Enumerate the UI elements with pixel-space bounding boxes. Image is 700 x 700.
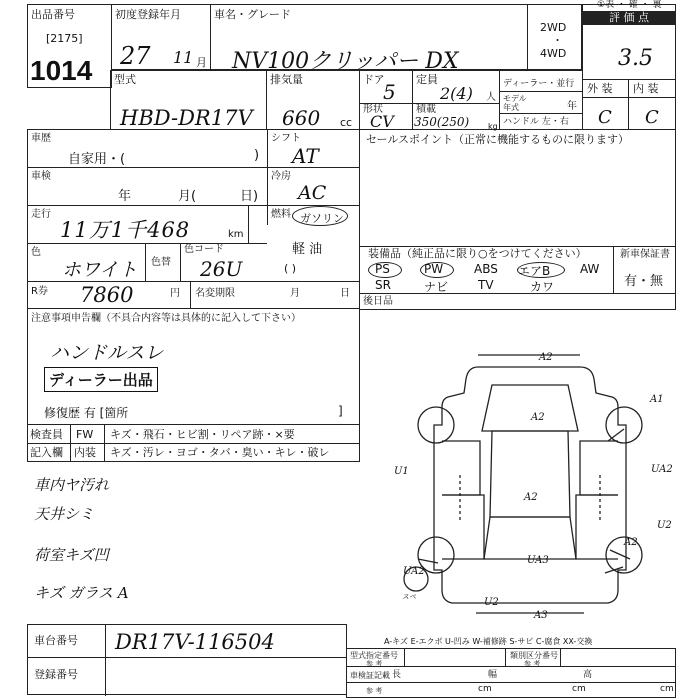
capacity: 2(4) xyxy=(440,84,473,103)
fuel-diesel: 軽 油 xyxy=(292,242,323,257)
cert-vline-2 xyxy=(505,648,506,666)
reg-year-label: 初度登録年月 xyxy=(115,8,181,21)
fuel-label: 燃料 xyxy=(271,209,291,220)
name-deadline-month: 月 xyxy=(290,288,300,299)
grade-divider xyxy=(582,97,676,98)
km-divider xyxy=(248,205,249,243)
handle-label: ハンドル 左・右 xyxy=(503,117,569,127)
equipment-item: TV xyxy=(478,278,494,292)
color-swap-label: 色替 xyxy=(151,257,171,268)
equipment-item: PW xyxy=(424,262,444,276)
reg-month-unit: 月 xyxy=(196,56,207,69)
drive-dot: ・ xyxy=(552,34,563,47)
fw-label: FW xyxy=(76,428,94,441)
inspector-row1-items: キズ・飛石・ヒビ割・リペア跡・×要 xyxy=(110,428,295,441)
top-note: ①表 ・ 確 ・ 裏 xyxy=(597,0,662,10)
inspection-label: 車検 xyxy=(31,171,51,182)
interior-label: 内 装 xyxy=(633,82,659,95)
fuel-gas: ガソリン xyxy=(300,212,344,225)
color-swap-divider xyxy=(145,243,146,281)
exterior-label: 外 装 xyxy=(587,82,613,95)
cert-hline-2 xyxy=(346,682,676,683)
cm3: cm xyxy=(660,684,674,694)
lot-label: 出品番号 xyxy=(31,8,75,21)
category-label: 類別区分番号 xyxy=(510,651,558,660)
model-year-unit: 年 xyxy=(567,101,577,112)
dealer-label: ディーラー・並行 xyxy=(503,79,575,89)
diagram-damage-label: A2 xyxy=(539,352,553,363)
model-year-label: モデル年式 xyxy=(503,94,527,112)
inspector-vline-2 xyxy=(104,424,105,462)
equipment-item: PS xyxy=(375,262,390,276)
remark-line: 荷室キズ凹 xyxy=(34,546,109,564)
cert-label: 車検証記載 xyxy=(350,671,390,680)
ref1: 参 考 xyxy=(366,660,383,668)
exterior-grade: C xyxy=(598,107,612,128)
diagram-damage-label: A2 xyxy=(524,492,538,503)
name-deadline-day: 日 xyxy=(340,288,350,299)
cm2: cm xyxy=(572,684,586,694)
handle-divider xyxy=(499,113,583,114)
drive-4wd: 4WD xyxy=(540,47,567,60)
history-label: 車歴 xyxy=(31,133,51,144)
interior-col-label: 内装 xyxy=(74,446,96,459)
eval-label: 評 価 点 xyxy=(583,11,675,25)
drive-2wd: 2WD xyxy=(540,21,567,34)
mileage: 11万1千468 xyxy=(60,218,191,242)
lot-number: 1014 xyxy=(30,55,93,86)
shift-label: シフト xyxy=(271,133,301,144)
remark-line: キズ ガラス A xyxy=(34,584,129,602)
cert-hline xyxy=(346,666,676,667)
diagram-damage-label: A3 xyxy=(534,610,548,621)
diagram-damage-label: A1 xyxy=(650,394,664,405)
inspector-row2-items: キズ・汚レ・ヨゴ・タバ・臭い・キレ・破レ xyxy=(110,446,330,459)
entry-label: 記入欄 xyxy=(30,446,63,459)
inspector-vline xyxy=(70,424,71,462)
color-code: 26U xyxy=(200,257,243,281)
model: HBD-DR17V xyxy=(120,106,253,130)
repair-close: ] xyxy=(338,404,343,418)
length-label: 長 xyxy=(392,670,402,680)
mark-left-rear xyxy=(418,559,438,563)
ref3: 参 考 xyxy=(366,687,383,695)
sales-point-label: セールスポイント（正常に機能するものに限ります） xyxy=(366,133,630,146)
interior-grade: C xyxy=(645,107,659,128)
diagram-damage-label: U2 xyxy=(657,520,672,531)
diagram-damage-label: U2 xyxy=(484,597,499,608)
diagram-damage-label: A2 xyxy=(531,412,545,423)
color-code-label: 色コード xyxy=(184,244,224,255)
inspection-month: 月( xyxy=(178,189,197,204)
reg-number-label: 登録番号 xyxy=(34,668,78,681)
recycle-unit: 円 xyxy=(170,288,180,299)
lot-sub: [2175] xyxy=(46,32,83,45)
diagram-damage-label: UA2 xyxy=(651,464,673,475)
displacement-unit: cc xyxy=(340,116,353,129)
equipment-item: エアB xyxy=(518,264,551,278)
car-name: NV100クリッパー DX xyxy=(232,49,459,74)
car-damage-diagram xyxy=(380,345,680,625)
warranty-value: 有・無 xyxy=(624,274,664,289)
displacement-label: 排気量 xyxy=(270,73,303,86)
aircon: AC xyxy=(298,182,327,204)
equipment-item: SR xyxy=(375,278,391,292)
recycle: 7860 xyxy=(80,283,134,307)
capacity-label: 定員 xyxy=(416,73,438,86)
car-name-label: 車名・グレード xyxy=(214,8,291,21)
color: ホワイト xyxy=(62,259,138,281)
shape-label: 形状 xyxy=(363,104,383,115)
notes-label: 注意事項申告欄（不具合内容等は具体的に記入して下さい） xyxy=(31,313,301,324)
shift: AT xyxy=(292,144,319,168)
capacity-unit: 人 xyxy=(486,92,496,103)
chassis-label: 車台番号 xyxy=(34,634,78,647)
shape: CV xyxy=(370,112,394,131)
width-label: 幅 xyxy=(488,670,498,680)
dealer-stamp: ディーラー出品 xyxy=(44,367,158,392)
type-designation-label: 型式指定番号 xyxy=(350,651,398,660)
aircon-label: 冷房 xyxy=(271,171,291,182)
name-deadline-label: 名変期限 xyxy=(195,288,235,299)
left-front-door xyxy=(442,441,480,495)
mark-right-rear xyxy=(610,550,630,559)
fuel-paren: ( ) xyxy=(284,262,297,275)
remark-line: 天井シミ xyxy=(34,505,95,523)
mileage-label: 走行 xyxy=(31,209,51,220)
later-docs-label: 後日品 xyxy=(363,296,393,307)
notes-handwritten: ハンドルスレ xyxy=(50,342,164,364)
inspection-day: 日) xyxy=(240,189,259,204)
equipment-label: 装備品（純正品に限り○をつけてください） xyxy=(368,247,587,260)
inspector-midline xyxy=(27,443,360,444)
load-label: 積載 xyxy=(416,104,436,115)
cm1: cm xyxy=(478,684,492,694)
inspector-label: 検査員 xyxy=(30,428,63,441)
doors-label: ドア xyxy=(363,73,385,86)
chassis: DR17V-116504 xyxy=(115,630,275,654)
diagram-damage-label: UA3 xyxy=(527,555,549,566)
sales-point-box xyxy=(359,129,676,247)
diagram-damage-label: U1 xyxy=(394,466,409,477)
roof-shape xyxy=(490,431,570,517)
diagram-damage-label: UA2 xyxy=(403,566,425,577)
model-label: 型式 xyxy=(114,73,136,86)
name-deadline-divider xyxy=(190,281,191,309)
rear-window-shape xyxy=(484,517,576,559)
fuel-gas-circle xyxy=(292,206,348,226)
repair-label: 修復歴 有 [箇所 xyxy=(44,406,129,420)
history-vline xyxy=(267,129,268,225)
reg-month: 11 xyxy=(173,48,194,67)
equipment-item: カワ xyxy=(530,280,555,294)
diagram-damage-label: A2 xyxy=(624,537,638,548)
cert-vline-3 xyxy=(560,648,561,666)
recycle-label: R券 xyxy=(31,286,48,297)
later-docs-box xyxy=(359,293,676,310)
remark-line: 車内ヤ汚れ xyxy=(34,476,110,494)
warranty-label: 新車保証書 xyxy=(620,249,670,260)
doors: 5 xyxy=(383,80,396,104)
mark-right-front xyxy=(608,429,624,441)
reg-year: 27 xyxy=(120,42,151,70)
equipment-item: AW xyxy=(580,262,600,276)
dealer-divider xyxy=(499,91,583,92)
car-body-outline xyxy=(434,367,626,603)
height-label: 高 xyxy=(583,670,593,680)
equipment-item: ABS xyxy=(474,262,498,276)
color-label: 色 xyxy=(31,247,41,258)
left-rear-door xyxy=(442,495,484,559)
color-code-divider xyxy=(180,243,181,281)
ref2: 参 考 xyxy=(524,660,541,668)
inspection-year: 年 xyxy=(118,189,132,204)
right-front-door xyxy=(580,441,618,495)
warranty-divider xyxy=(613,246,614,294)
mileage-unit: km xyxy=(228,229,244,240)
load: 350(250) xyxy=(414,115,470,129)
displacement: 660 xyxy=(282,106,321,130)
equipment-item: ナビ xyxy=(424,280,449,294)
load-unit: kg xyxy=(488,122,498,131)
windshield-shape xyxy=(482,385,578,431)
right-rear-door xyxy=(576,495,618,559)
diagram-damage-label: スペ xyxy=(402,593,416,601)
eval-score: 3.5 xyxy=(618,46,653,71)
damage-legend: A-キズ E-エクボ U-凹み W-補修跡 S-サビ C-腐食 XX-交換 xyxy=(384,637,593,646)
history-close: ) xyxy=(254,148,260,163)
cert-vline-1 xyxy=(404,648,405,666)
history-value: 自家用・( xyxy=(68,152,126,167)
